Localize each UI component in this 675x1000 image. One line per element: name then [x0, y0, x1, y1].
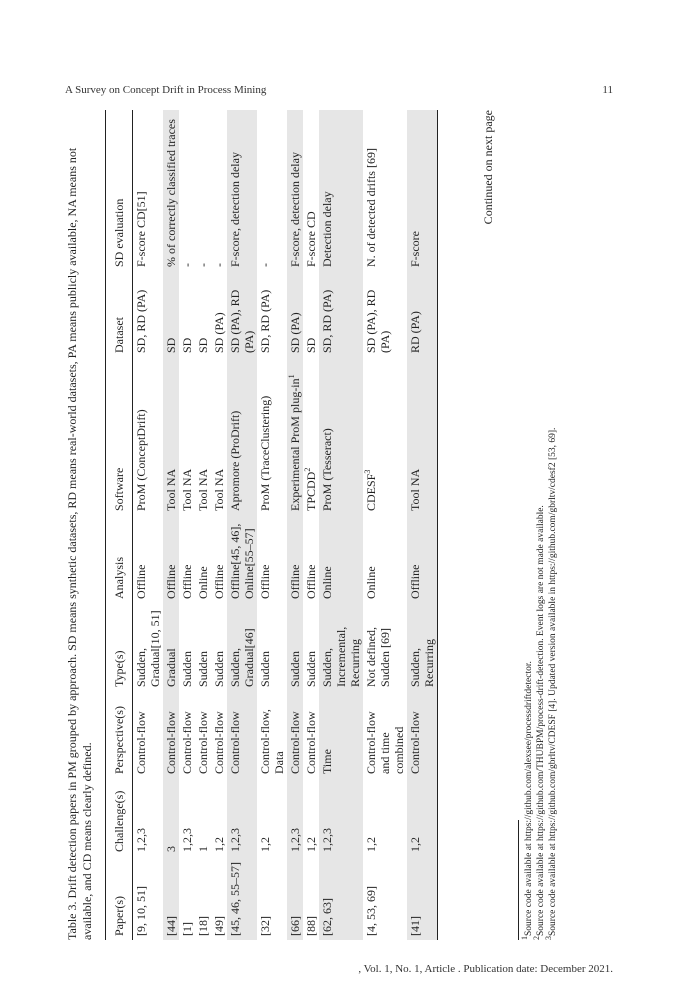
column-header: Challenge(s)	[106, 778, 133, 856]
cell-perspective: Control-flow	[287, 691, 303, 778]
cell-software	[363, 357, 407, 515]
cell-perspective: Time	[319, 691, 363, 778]
cell-sd-evaluation: Detection delay	[319, 110, 363, 271]
cell-challenge: 1	[196, 846, 210, 852]
cell-challenge: 1,2	[212, 837, 226, 852]
cell-analysis: Online	[319, 515, 363, 603]
cell-software: ProM (ConceptDrift)	[134, 409, 148, 511]
cell-dataset: SD, RD (PA)	[134, 289, 148, 353]
cell-perspective: Control-flow	[407, 691, 438, 778]
cell-analysis: Online	[196, 566, 210, 599]
cell-challenge: 1,2,3	[180, 828, 194, 852]
table-row	[287, 110, 303, 940]
cell-perspective: Control-flow	[227, 691, 257, 778]
cell-paper: [44]	[163, 856, 179, 940]
column-header: Analysis	[106, 515, 133, 603]
cell-challenge: 1,2	[304, 837, 318, 852]
cell-sd-evaluation: -	[258, 263, 272, 267]
cell-software: Tool NA	[212, 468, 226, 511]
cell-type: Gradual	[163, 603, 179, 691]
cell-analysis: Offline	[163, 515, 179, 603]
cell-type: Sudden, Incremental, Recurring	[319, 603, 363, 691]
cell-sd-evaluation: F-score CD	[304, 211, 318, 267]
cell-dataset: SD	[304, 337, 318, 353]
cell-challenge: 1,2,3	[319, 778, 363, 856]
column-header: Paper(s)	[106, 856, 133, 940]
cell-challenge: 1,2,3	[134, 828, 148, 852]
software-name: CDESF	[364, 473, 378, 511]
footnote-mark: 2	[303, 467, 312, 472]
cell-paper: [62, 63]	[319, 856, 363, 940]
cell-paper: [88]	[304, 916, 318, 936]
column-header: Perspective(s)	[106, 691, 133, 778]
cell-type: Sudden	[196, 651, 210, 687]
cell-sd-evaluation: N. of detected drifts [69]	[364, 148, 378, 267]
cell-analysis: Offline	[304, 564, 318, 599]
table-row	[319, 110, 363, 940]
cell-type: Sudden	[212, 651, 226, 687]
cell-dataset: SD (PA)	[212, 312, 226, 353]
cell-perspective: Control-flow	[212, 711, 226, 774]
table-caption: Table 3. Drift detection papers in PM grouped by approach. SD means synthetic datasets, RD means real-world datasets, PA means publicly available, NA means not available, and CD means clearly defined.	[65, 147, 94, 940]
cell-challenge: 1,2,3	[287, 778, 303, 856]
cell-perspective: Control-flow	[180, 711, 194, 774]
cell-paper: [4, 53, 69]	[364, 886, 378, 936]
footnote	[543, 110, 559, 940]
cell-software: Apromore (ProDrift)	[227, 357, 257, 515]
cell-analysis: Online	[364, 566, 378, 599]
cell-analysis: Offline[45, 46], Online[55–57]	[227, 515, 257, 603]
cell-perspective: Control-flow	[163, 691, 179, 778]
cell-perspective: Control-flow	[196, 711, 210, 774]
cell-sd-evaluation: -	[196, 263, 210, 267]
cell-challenge: 3	[163, 778, 179, 856]
continued-note: Continued on next page	[481, 110, 495, 225]
footnote-mark: 1	[519, 936, 529, 940]
software-name: TPCDD	[304, 471, 318, 511]
footnote-mark: 1	[287, 374, 296, 379]
cell-perspective: Control-flow, Data	[258, 709, 286, 774]
cell-sd-evaluation: F-score	[407, 110, 438, 271]
cell-analysis: Offline	[287, 515, 303, 603]
cell-type: Sudden, Recurring	[407, 603, 438, 691]
cell-paper: [49]	[212, 916, 226, 936]
cell-paper: [45, 46, 55–57]	[227, 856, 257, 940]
cell-perspective: Control-flow	[304, 711, 318, 774]
cell-paper: [9, 10, 51]	[134, 886, 148, 936]
cell-sd-evaluation: F-score CD[51]	[134, 191, 148, 267]
rotated-page-content	[65, 110, 613, 940]
cell-analysis: Offline	[258, 564, 272, 599]
cell-type: Sudden, Gradual[46]	[227, 603, 257, 691]
column-header: Type(s)	[106, 603, 133, 691]
footnotes	[519, 110, 559, 940]
cell-sd-evaluation: F-score, detection delay	[227, 110, 257, 271]
cell-dataset: SD	[180, 337, 194, 353]
cell-sd-evaluation: F-score, detection delay	[287, 110, 303, 271]
cell-software: Tool NA	[163, 357, 179, 515]
table-row	[211, 110, 227, 940]
table-row	[363, 110, 407, 940]
footnote-text: Source code available at https://github.com/gbrltv/CDESF [4]. Updated version available in https://github.com/gbrltv/cdesf2 [53, 69].	[548, 427, 558, 936]
table-row	[133, 110, 164, 940]
software-name: Experimental ProM plug-in	[288, 378, 302, 511]
table-row	[179, 110, 195, 940]
cell-challenge: 1,2,3	[227, 778, 257, 856]
footnote-text: Source code available at https://github.com/alexsee/processdriftdetector.	[524, 661, 534, 936]
cell-paper: [66]	[287, 856, 303, 940]
column-header: Software	[106, 357, 133, 515]
cell-dataset: SD, RD (PA)	[319, 271, 363, 357]
cell-type: Sudden	[304, 651, 318, 687]
cell-challenge: 1,2	[407, 778, 438, 856]
cell-software	[287, 357, 303, 515]
cell-perspective: Control-flow	[134, 711, 148, 774]
cell-software: Tool NA	[196, 468, 210, 511]
cell-challenge: 1,2	[258, 837, 272, 852]
table-row	[227, 110, 257, 940]
footnote-mark: 2	[531, 936, 541, 940]
cell-software: Tool NA	[407, 357, 438, 515]
table-row	[303, 110, 319, 940]
cell-paper: [1]	[180, 922, 194, 936]
cell-perspective: Control-flow and time combined	[364, 711, 406, 774]
cell-software: ProM (Tesseract)	[319, 357, 363, 515]
cell-type: Sudden	[287, 603, 303, 691]
drift-detection-table	[105, 110, 438, 940]
cell-software: ProM (TraceClustering)	[258, 395, 272, 511]
cell-dataset: SD	[196, 337, 210, 353]
cell-dataset: SD (PA)	[287, 271, 303, 357]
cell-analysis: Offline	[180, 564, 194, 599]
cell-sd-evaluation: -	[212, 263, 226, 267]
page-number: 11	[602, 84, 613, 96]
cell-dataset: SD (PA), RD (PA)	[227, 271, 257, 357]
cell-dataset: SD	[163, 271, 179, 357]
table-header-row	[106, 110, 133, 940]
cell-analysis: Offline	[407, 515, 438, 603]
cell-dataset: SD (PA), RD (PA)	[364, 289, 392, 353]
table-row	[163, 110, 179, 940]
footnote-text: Source code available at https://github.com/THUBPM/process-drift-detection. Event logs are not made available.	[536, 505, 546, 936]
running-head	[65, 84, 613, 96]
cell-analysis: Offline	[134, 564, 148, 599]
cell-type: Sudden	[258, 651, 272, 687]
column-header: SD evaluation	[106, 110, 133, 271]
footnote-rule	[518, 820, 519, 940]
running-head-title: A Survey on Concept Drift in Process Mining	[65, 84, 267, 96]
cell-type: Sudden, Gradual[10, 51]	[134, 610, 162, 687]
cell-challenge: 1,2	[364, 837, 378, 852]
cell-software	[303, 357, 319, 515]
cell-type: Not defined, Sudden [69]	[364, 627, 392, 687]
cell-sd-evaluation: % of correctly classified traces	[163, 110, 179, 271]
footnote-mark: 3	[363, 469, 372, 474]
cell-paper: [18]	[196, 916, 210, 936]
cell-analysis: Offline	[212, 564, 226, 599]
footnote	[531, 110, 547, 940]
cell-sd-evaluation: -	[180, 263, 194, 267]
table-row	[195, 110, 211, 940]
table-row	[407, 110, 438, 940]
page-footer: , Vol. 1, No. 1, Article . Publication date: December 2021.	[358, 963, 613, 975]
column-header: Dataset	[106, 271, 133, 357]
cell-type: Sudden	[180, 651, 194, 687]
footnote	[519, 110, 535, 940]
cell-paper: [32]	[258, 916, 272, 936]
cell-software: Tool NA	[180, 468, 194, 511]
cell-dataset: SD, RD (PA)	[258, 289, 272, 353]
cell-paper: [41]	[407, 856, 438, 940]
table-row	[257, 110, 287, 940]
footnote-mark: 3	[543, 936, 553, 940]
cell-dataset: RD (PA)	[407, 271, 438, 357]
